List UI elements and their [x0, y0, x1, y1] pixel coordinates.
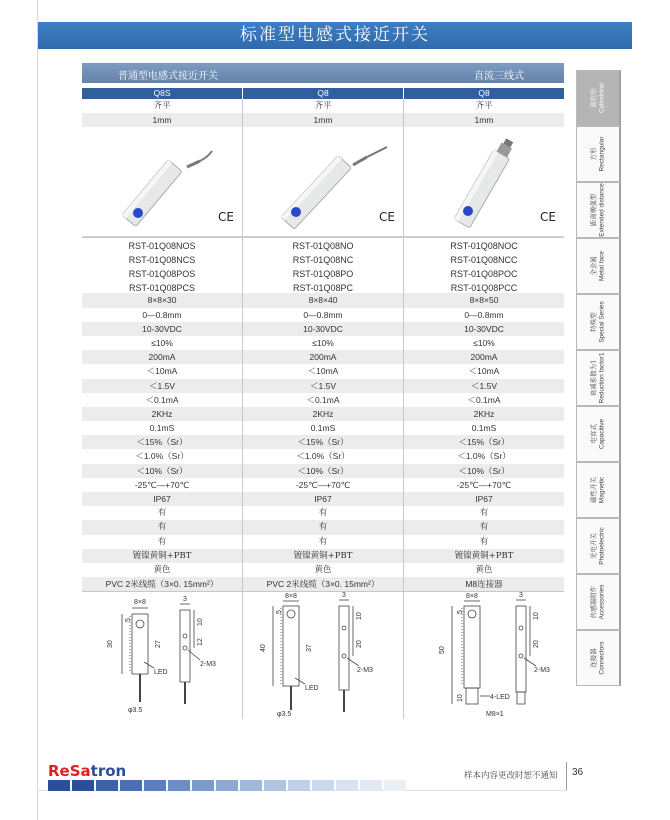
spec-row — [82, 464, 564, 478]
decorative-square — [96, 780, 118, 791]
spec-row — [82, 379, 564, 393]
model-cell: Q8S — [82, 88, 243, 99]
spec-cell: 有 — [479, 522, 489, 533]
category-tab-label — [590, 251, 607, 281]
category-tab-en: Reduction factor1 — [598, 352, 606, 404]
spec-cell: ＜10%（Sr） — [458, 465, 510, 476]
part-code: RST-01Q08NCS — [128, 255, 196, 266]
size-row — [82, 293, 564, 307]
spec-row — [82, 577, 564, 591]
distance-cell: 1mm — [82, 113, 243, 127]
part-codes-cell — [82, 238, 243, 293]
decorative-squares — [48, 780, 406, 791]
category-tab-en: Special Series — [598, 301, 606, 343]
spec-cell: ＜10mA — [468, 366, 500, 377]
spec-row — [82, 350, 564, 364]
part-code: RST-01Q08NC — [292, 255, 354, 266]
ce-mark: CE — [540, 210, 556, 225]
dim-label: 2-M3 — [200, 661, 216, 669]
spec-cell: ＜15%（Sr） — [243, 435, 404, 449]
section-header — [82, 63, 564, 83]
category-tab-cn: 距离增强型 — [589, 193, 598, 227]
decorative-square — [312, 780, 334, 791]
category-tabs — [576, 70, 621, 686]
dim-label: 10 — [356, 612, 363, 621]
decorative-square — [48, 780, 70, 791]
category-tab[interactable] — [576, 238, 621, 294]
spec-cell: PVC 2米线缆（3×0. 15mm²） — [243, 577, 404, 591]
part-codes-cell — [243, 238, 404, 293]
spec-cell: 有 — [243, 535, 404, 549]
decorative-square — [72, 780, 94, 791]
page-title: 标准型电感式接近开关 — [38, 22, 632, 49]
spec-row — [82, 435, 564, 449]
dim-label: 3 — [342, 592, 346, 600]
dim-label: 2-M3 — [534, 667, 550, 675]
spec-cell: ≤10% — [243, 336, 404, 350]
spec-cell: ＜1.5V — [82, 379, 243, 393]
part-code: RST-01Q08NOS — [128, 241, 196, 252]
dim-label: 4-LED — [490, 694, 510, 702]
spec-cell: ＜1.5V — [471, 380, 497, 391]
category-tab-en: Capacitive — [598, 418, 606, 450]
category-tab-label — [590, 527, 607, 565]
dim-label: 10 — [457, 694, 464, 703]
spec-cell: 有 — [82, 520, 243, 534]
dimension-drawing — [243, 592, 403, 720]
product-image-cell — [404, 127, 564, 236]
category-tab-en: Connectors — [598, 641, 606, 675]
category-tab-cn: 全金属 — [589, 256, 598, 276]
spec-cell: 2KHz — [473, 408, 495, 419]
spec-cell: ＜15%（Sr） — [458, 437, 510, 448]
dim-label: 12 — [197, 638, 204, 647]
part-codes-cell — [404, 238, 564, 293]
category-tab[interactable] — [576, 518, 621, 574]
spec-row — [82, 322, 564, 336]
dimension-drawing-cell — [82, 592, 243, 719]
dim-label: 40 — [260, 644, 267, 653]
dim-label: 10 — [533, 612, 540, 621]
page-number-divider — [566, 762, 567, 790]
spec-row — [82, 492, 564, 506]
dim-label: 2-M3 — [357, 667, 373, 675]
decorative-square — [288, 780, 310, 791]
decorative-square — [336, 780, 358, 791]
dim-label: 37 — [306, 644, 313, 653]
ce-mark: CE — [218, 210, 234, 225]
spec-cell: 黄色 — [243, 563, 404, 577]
spec-cell: ＜15%（Sr） — [82, 435, 243, 449]
spec-cell: ＜1.0%（Sr） — [243, 449, 404, 463]
dim-label: 8×8 — [285, 593, 297, 601]
spec-cell: 0—0.8mm — [82, 308, 243, 322]
category-tab-label — [590, 419, 607, 449]
decorative-square — [240, 780, 262, 791]
spec-row — [82, 393, 564, 407]
spec-row — [82, 336, 564, 350]
dim-label: 8×8 — [466, 593, 478, 601]
spec-cell: ＜1.5V — [243, 379, 404, 393]
spec-rows — [82, 308, 564, 592]
mounting-cell: 齐平 — [82, 99, 243, 113]
page-border — [37, 0, 38, 820]
spec-cell: IP67 — [82, 492, 243, 506]
size-cell: 8×8×40 — [243, 293, 404, 307]
spec-cell: 镀镍黄铜+PBT — [454, 550, 514, 561]
spec-cell: 镀镍黄铜+PBT — [243, 549, 404, 563]
category-tab-cn: 连接器 — [589, 648, 598, 668]
part-code: RST-01Q08NOC — [450, 241, 518, 252]
spec-cell: ＜1.0%（Sr） — [457, 451, 511, 462]
spec-row — [82, 563, 564, 577]
spec-cell: ≤10% — [473, 337, 495, 348]
product-image-row — [82, 127, 564, 237]
category-tab-label — [590, 353, 607, 404]
spec-cell: 有 — [479, 508, 489, 519]
part-code: RST-01Q08PO — [292, 269, 354, 280]
spec-cell: -25℃—+70℃ — [243, 478, 404, 492]
spec-cell: 0.1mS — [82, 421, 243, 435]
part-code: RST-01Q08PCS — [128, 283, 196, 294]
spec-cell: 0.1mS — [471, 423, 497, 434]
ce-mark: CE — [379, 210, 395, 225]
category-tab[interactable] — [576, 630, 621, 686]
model-header-row — [82, 88, 564, 99]
decorative-square — [264, 780, 286, 791]
size-cell: 8×8×30 — [82, 293, 243, 307]
category-tab-en: Accessories — [598, 584, 606, 620]
spec-cell: ＜10%（Sr） — [82, 464, 243, 478]
dim-label: 5 — [276, 610, 283, 615]
spec-cell: 0—0.8mm — [243, 308, 404, 322]
spec-cell: 镀镍黄铜+PBT — [82, 549, 243, 563]
spec-cell: -25℃—+70℃ — [456, 479, 512, 490]
dim-label: LED — [305, 685, 319, 693]
category-tab-cn: 电容式 — [589, 424, 598, 444]
spec-cell: 2KHz — [243, 407, 404, 421]
category-tab-en: Cylindrical — [598, 83, 606, 113]
spec-table — [82, 63, 564, 719]
dim-label: M8×1 — [486, 711, 504, 719]
category-tab-label — [590, 183, 607, 236]
spec-cell: PVC 2米线缆（3×0. 15mm²） — [82, 577, 243, 591]
category-tab-label — [590, 83, 607, 113]
spec-row — [82, 449, 564, 463]
decorative-square — [384, 780, 406, 791]
dimension-drawing — [82, 592, 242, 720]
category-tab-en: Metal face — [598, 251, 606, 281]
category-tab[interactable] — [576, 462, 621, 518]
category-tab-label — [590, 584, 607, 619]
spec-row — [82, 364, 564, 378]
dimension-drawing-cell — [404, 592, 564, 719]
spec-cell: ＜0.1mA — [82, 393, 243, 407]
decorative-square — [192, 780, 214, 791]
category-tab-en: Extended distance — [598, 183, 606, 237]
dim-label: 30 — [107, 640, 114, 649]
spec-cell: -25℃—+70℃ — [82, 478, 243, 492]
category-tab[interactable] — [576, 182, 621, 238]
dim-label: 20 — [356, 640, 363, 649]
category-tab-en: Photoelectric — [598, 527, 606, 565]
logo-part-blue: tron — [90, 762, 127, 780]
dim-label: 5 — [125, 618, 132, 623]
category-tab[interactable] — [576, 294, 621, 350]
spec-row — [82, 308, 564, 322]
dim-label: 10 — [197, 618, 204, 627]
decorative-square — [144, 780, 166, 791]
spec-cell: 有 — [82, 535, 243, 549]
spec-cell: 有 — [82, 506, 243, 520]
spec-row — [82, 535, 564, 549]
spec-row — [82, 549, 564, 563]
dim-label: φ3.5 — [277, 711, 292, 719]
category-tab-cn: 光电开关 — [589, 533, 598, 560]
category-tab[interactable] — [576, 406, 621, 462]
category-tab-cn: 特殊型 — [589, 312, 598, 332]
spec-cell: 有 — [243, 520, 404, 534]
category-tab-en: Magnetic — [598, 476, 606, 504]
spec-cell: ＜0.1mA — [243, 393, 404, 407]
product-image-cell — [243, 127, 404, 236]
part-code: RST-01Q08POC — [450, 269, 518, 280]
distance-row — [82, 113, 564, 127]
spec-cell: 200mA — [470, 352, 498, 363]
distance-cell: 1mm — [243, 113, 404, 127]
brand-logo — [48, 762, 126, 780]
category-tab[interactable] — [576, 126, 621, 182]
dimension-drawing-cell — [243, 592, 404, 719]
dim-label: 8×8 — [134, 599, 146, 607]
part-code: RST-01Q08NCC — [450, 255, 518, 266]
spec-cell: ＜10%（Sr） — [243, 464, 404, 478]
spec-row — [82, 520, 564, 534]
dim-label: 3 — [519, 592, 523, 600]
part-code: RST-01Q08PC — [292, 283, 354, 294]
spec-row — [82, 478, 564, 492]
category-tab-label — [590, 136, 607, 171]
spec-cell: ＜0.1mA — [467, 394, 501, 405]
footer-note: 样本内容更改时恕不通知 — [464, 771, 558, 781]
spec-cell: 0.1mS — [243, 421, 404, 435]
spec-cell: M8连接器 — [465, 579, 503, 590]
category-tab[interactable] — [576, 350, 621, 406]
spec-cell: ＜1.0%（Sr） — [82, 449, 243, 463]
part-code: RST-01Q08NO — [292, 241, 354, 252]
category-tab[interactable] — [576, 574, 621, 630]
spec-cell: 200mA — [243, 350, 404, 364]
spec-cell: 10-30VDC — [464, 323, 504, 334]
spec-cell: 黄色 — [475, 564, 493, 575]
spec-cell: 0—0.8mm — [464, 309, 504, 320]
part-code: RST-01Q08PCC — [450, 283, 518, 294]
category-tab-cn: 圆柱形 — [589, 88, 598, 108]
decorative-square — [120, 780, 142, 791]
size-cell: 8×8×50 — [469, 295, 499, 306]
category-tab-cn: 衰减系数为1 — [589, 359, 598, 397]
spec-cell: 黄色 — [82, 563, 243, 577]
spec-cell: 有 — [243, 506, 404, 520]
dimension-drawing — [404, 592, 564, 720]
spec-cell: 10-30VDC — [82, 322, 243, 336]
spec-cell: IP67 — [243, 492, 404, 506]
section-right-label: 直流三线式 — [474, 71, 524, 82]
spec-cell: ＜10mA — [243, 364, 404, 378]
dim-label: φ3.5 — [128, 707, 143, 715]
dimension-drawing-row — [82, 591, 564, 719]
spec-cell: 2KHz — [82, 407, 243, 421]
dim-label: 5 — [457, 610, 464, 615]
spec-row — [82, 506, 564, 520]
spec-row — [82, 421, 564, 435]
page-number: 36 — [572, 767, 584, 778]
part-codes-row — [82, 237, 564, 293]
category-tab-cn: 传感器附件 — [589, 585, 598, 619]
spec-cell: IP67 — [475, 494, 493, 504]
decorative-square — [360, 780, 382, 791]
decorative-square — [216, 780, 238, 791]
spec-cell: 200mA — [82, 350, 243, 364]
mounting-row — [82, 99, 564, 113]
decorative-square — [168, 780, 190, 791]
spec-cell: ≤10% — [82, 336, 243, 350]
category-tab-label — [590, 477, 607, 503]
mounting-cell: 齐平 — [243, 99, 404, 113]
dim-label: 50 — [439, 646, 446, 655]
category-tab-label — [590, 641, 607, 674]
category-tab[interactable] — [576, 70, 621, 126]
spec-cell: 10-30VDC — [243, 322, 404, 336]
model-cell: Q8 — [243, 88, 404, 99]
part-code: RST-01Q08POS — [128, 269, 196, 280]
distance-cell: 1mm — [474, 115, 494, 126]
spec-cell: ＜10mA — [82, 364, 243, 378]
category-tab-cn: 磁性开关 — [589, 477, 598, 503]
category-tab-en: Rectangular — [598, 136, 606, 172]
logo-part-red: ReSa — [48, 762, 91, 780]
spec-cell: 有 — [479, 536, 489, 547]
product-image-cell — [82, 127, 243, 236]
spec-row — [82, 407, 564, 421]
dim-label: 27 — [155, 640, 162, 649]
mounting-cell: 齐平 — [475, 101, 493, 111]
dim-label: 3 — [183, 596, 187, 604]
dim-label: 20 — [533, 640, 540, 649]
dim-label: LED — [154, 669, 168, 677]
model-cell: Q8 — [478, 88, 490, 98]
section-left-label: 普通型电感式接近开关 — [118, 71, 218, 82]
category-tab-label — [590, 301, 607, 343]
category-tab-cn: 方形 — [589, 147, 598, 161]
